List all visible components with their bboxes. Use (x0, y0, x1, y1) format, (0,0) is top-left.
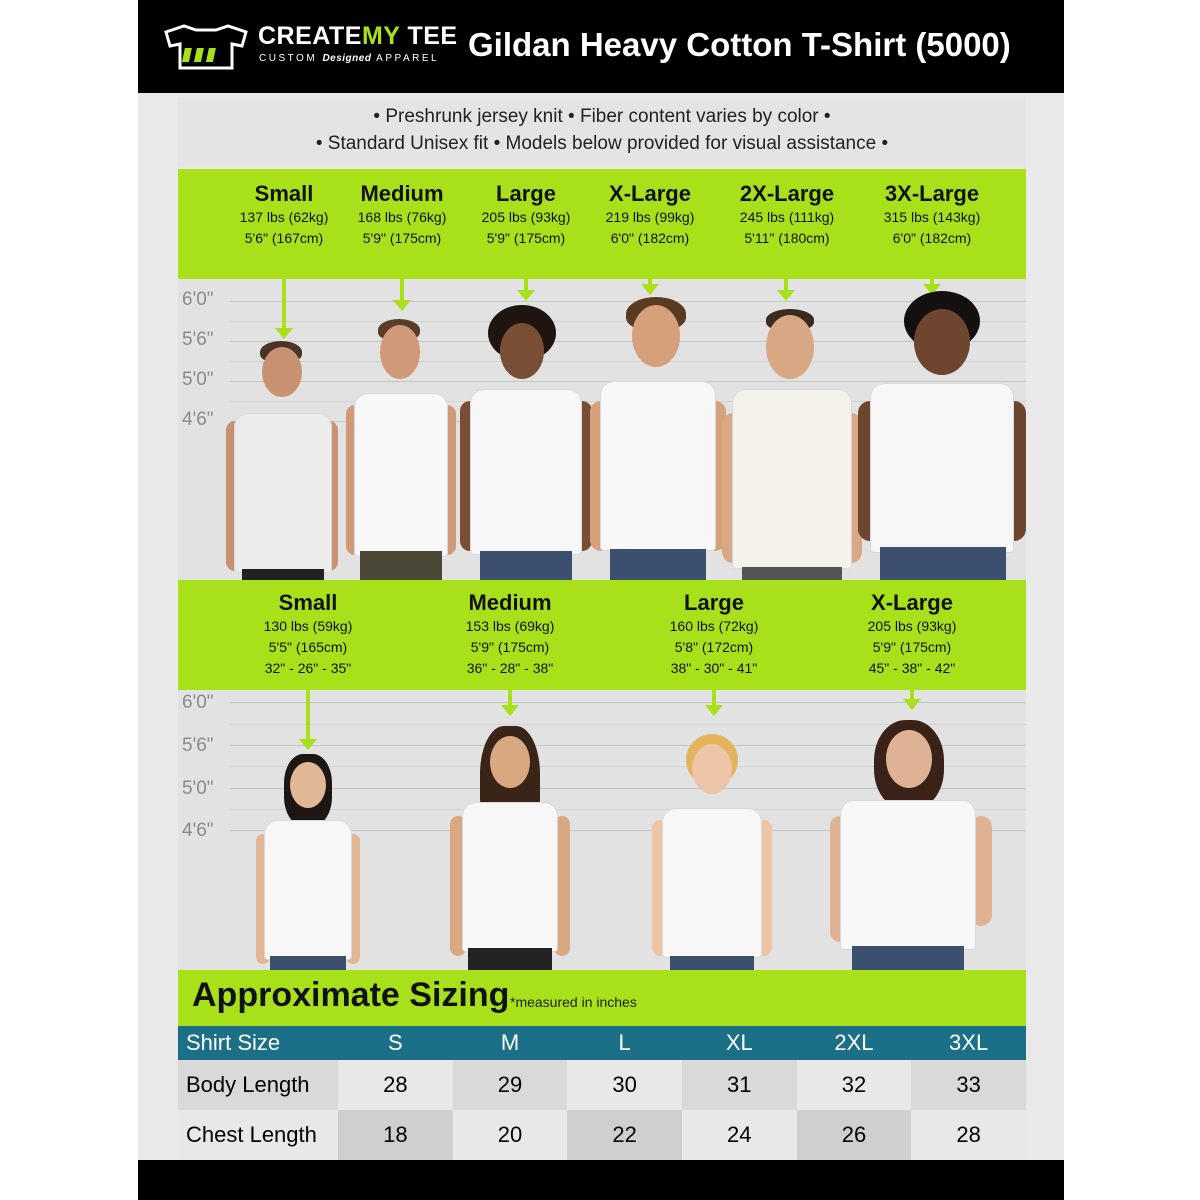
height-label: 6'0" (182, 289, 214, 310)
model-man-small (224, 341, 344, 580)
header-bar (138, 0, 1064, 93)
women-size-large: Large 160 lbs (72kg) 5'8" (172cm) 38" - 30" - 41" (669, 590, 759, 676)
model-man-medium (344, 319, 460, 580)
table-cell: 26 (797, 1110, 912, 1160)
arrow-down-icon (930, 279, 934, 287)
table-cell: 20 (453, 1110, 568, 1160)
feature-list (178, 97, 1026, 167)
model-woman-small (256, 754, 360, 970)
table-row (178, 1060, 1026, 1110)
footer-bar (138, 1160, 1064, 1200)
women-size-xlarge: X-Large 205 lbs (93kg) 5'9" (175cm) 45" - 38" - 42" (867, 590, 957, 676)
model-woman-medium (450, 726, 570, 970)
table-header-cell: 2XL (834, 1030, 874, 1055)
table-cell: 30 (567, 1060, 682, 1110)
arrow-down-icon (910, 690, 914, 702)
arrow-down-icon (712, 690, 716, 708)
height-label: 4'6" (182, 409, 214, 430)
men-size-band (178, 169, 1026, 279)
height-label: 5'6" (182, 735, 214, 756)
table-cell: 28 (338, 1060, 453, 1110)
table-row-label: Body Length (178, 1060, 338, 1110)
men-size-3xlarge: 3X-Large 315 lbs (143kg) 6'0" (182cm) (883, 181, 981, 246)
arrow-down-icon (784, 279, 788, 293)
women-size-medium: Medium 153 lbs (69kg) 5'9" (175cm) 36" - 28" - 38" (465, 590, 555, 676)
height-label: 5'0" (182, 778, 214, 799)
table-header-cell: Shirt Size (186, 1030, 281, 1055)
model-man-2xlarge (722, 309, 862, 580)
sizing-title: Approximate Sizing (192, 976, 510, 1014)
table-cell: 24 (682, 1110, 797, 1160)
table-cell: 31 (682, 1060, 797, 1110)
table-row-label: Chest Length (178, 1110, 338, 1160)
height-label: 4'6" (182, 820, 214, 841)
men-size-xlarge: X-Large 219 lbs (99kg) 6'0" (182cm) (605, 181, 695, 246)
table-header-cell: 3XL (949, 1030, 989, 1055)
model-woman-xlarge (830, 720, 998, 970)
table-header-row (178, 1026, 1026, 1060)
men-models-photo (178, 279, 1026, 580)
tshirt-logo-icon (162, 24, 250, 70)
height-label: 6'0" (182, 692, 214, 713)
sizing-note: *measured in inches (510, 994, 637, 1010)
table-cell: 32 (797, 1060, 912, 1110)
men-size-small: Small 137 lbs (62kg) 5'6" (167cm) (239, 181, 329, 246)
table-row (178, 1110, 1026, 1160)
table-header-cell: L (618, 1030, 631, 1055)
table-cell: 33 (911, 1060, 1026, 1110)
sizing-header-band (178, 970, 1026, 1026)
feature-line: • Preshrunk jersey knit • Fiber content varies by color • (373, 106, 831, 127)
height-label: 5'6" (182, 329, 214, 350)
sizing-table (178, 1026, 1026, 1160)
table-header-cell: M (500, 1030, 520, 1055)
table-cell: 22 (567, 1110, 682, 1160)
men-size-2xlarge: 2X-Large 245 lbs (111kg) 5'11" (180cm) (739, 181, 835, 246)
women-size-band (178, 580, 1026, 690)
feature-line: • Standard Unisex fit • Models below provided for visual assistance • (315, 133, 889, 154)
table-cell: 18 (338, 1110, 453, 1160)
table-header-cell: S (387, 1030, 403, 1055)
table-cell: 29 (453, 1060, 568, 1110)
women-models-photo (178, 690, 1026, 970)
model-man-3xlarge (858, 291, 1026, 580)
model-man-xlarge (590, 297, 726, 580)
brand-tagline: CUSTOM Designed APPAREL (259, 53, 440, 64)
arrow-down-icon (400, 279, 404, 303)
model-woman-large (652, 734, 772, 970)
brand-logo-text: CREATEMY TEE (258, 22, 458, 50)
height-label: 5'0" (182, 369, 214, 390)
arrow-down-icon (648, 279, 652, 287)
arrow-down-icon (508, 690, 512, 708)
women-size-small: Small 130 lbs (59kg) 5'5" (165cm) 32" - 26" - 35" (263, 590, 353, 676)
arrow-down-icon (282, 279, 286, 331)
table-header-cell: XL (725, 1030, 753, 1055)
arrow-down-icon (306, 690, 310, 742)
arrow-down-icon (524, 279, 528, 293)
size-chart (138, 0, 1064, 1200)
table-cell: 28 (911, 1110, 1026, 1160)
men-size-medium: Medium 168 lbs (76kg) 5'9" (175cm) (357, 181, 447, 246)
men-size-large: Large 205 lbs (93kg) 5'9" (175cm) (481, 181, 571, 246)
model-man-large (460, 305, 592, 580)
page-title: Gildan Heavy Cotton T-Shirt (5000) (468, 26, 1011, 63)
